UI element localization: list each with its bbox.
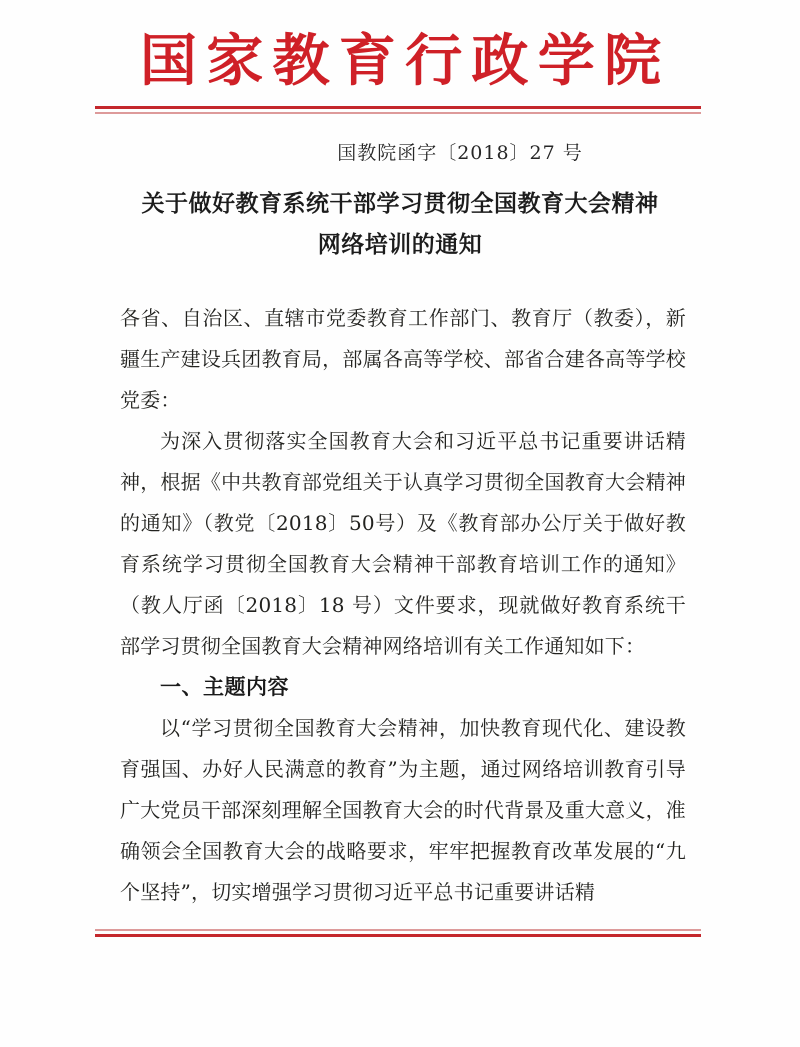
letterhead-title: 国家教育行政学院 (139, 28, 670, 94)
document-body (120, 298, 686, 913)
letterhead (0, 26, 800, 96)
section-heading-1: 一、主题内容 (160, 676, 289, 699)
header-double-rule (95, 106, 701, 114)
document-title-line-2: 网络培训的通知 (317, 231, 483, 257)
section-1-paragraph: 以“学习贯彻全国教育大会精神，加快教育现代化、建设教育强国、办好人民满意的教育”为主题，通过网络培训教育引导广大党员干部深刻理解全国教育大会的时代背景及重大意义，准确领会全国教育大会的战略要求，牢牢把握教育改革发展的“九个坚持”，切实增强学习贯彻习近平总书记重要讲话精 (120, 716, 686, 904)
document-title-line-1: 关于做好教育系统干部学习贯彻全国教育大会精神 (141, 190, 659, 216)
recipient-list: 各省、自治区、直辖市党委教育工作部门、教育厅（教委），新疆生产建设兵团教育局，部属各高等学校、部省合建各高等学校党委： (120, 306, 686, 412)
footer-rule-thick (95, 934, 701, 937)
document-title (110, 183, 690, 265)
body-paragraph-1: 为深入贯彻落实全国教育大会和习近平总书记重要讲话精神，根据《中共教育部党组关于认真学习贯彻全国教育大会精神的通知》（教党〔2018〕50号）及《教育部办公厅关于做好教育系统学习贯彻全国教育大会精神干部教育培训工作的通知》（教人厅函〔2018〕18 号）文件要求，现就做好教育系统干部学习贯彻全国教育大会精神网络培训有关工作通知如下： (120, 429, 686, 658)
header-rule-thin (95, 112, 701, 114)
document-serial-number: 国教院函字〔2018〕27 号 (337, 142, 583, 164)
footer-double-rule (95, 929, 701, 937)
